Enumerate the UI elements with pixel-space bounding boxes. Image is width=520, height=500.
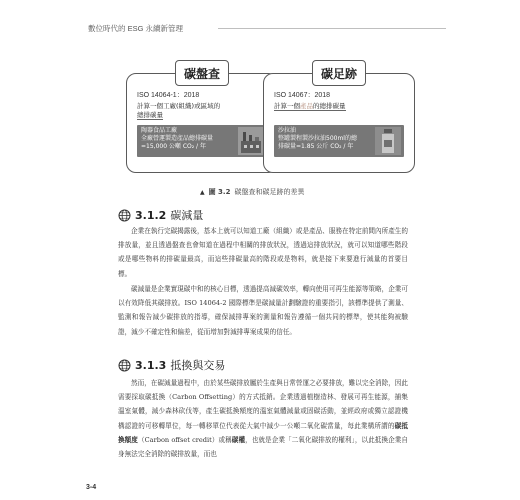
caption-triangle-icon: ▲: [200, 188, 205, 196]
figure-caption: [200, 187, 304, 197]
section-number: 3.1.2: [135, 208, 167, 222]
section-title: 抵換與交易: [170, 359, 226, 372]
carbon-right-term: 碳權: [231, 435, 246, 444]
offset-text-pre: 然而，在碳減量過程中，由於某些碳排放屬於生產與日常營運之必要排放，難以完全消除，因此需要採取碳抵換（Carbon Offsetting）的方式抵銷。企業透過植樹造林、發展可再生能源，捕集溫室氣體，減少森林砍伐等，產生碳抵換額度的溫室氣體減量或固碳活動，並經政府或獨立認證機構認證的可移轉單位，每一轉移單位代表從大氣中減少一公噸二氧化碳當量，每此業構所謂的: [118, 379, 408, 430]
carbon-footprint-desc-post: 的總排碳量: [313, 102, 346, 110]
oil-panel-line-3: 排碳量=1.85 公斤 CO₂ / 年: [278, 143, 354, 150]
paragraph-offset-trading: [118, 376, 408, 461]
section-title: 碳減量: [170, 209, 204, 222]
oil-panel: [274, 125, 404, 157]
section-number: 3.1.3: [135, 358, 167, 372]
factory-panel-line-3: =15,000 公噸 CO₂ / 年: [141, 143, 206, 150]
factory-icon: [238, 127, 264, 155]
running-header: 數位時代的 ESG 永續新管理: [88, 24, 184, 33]
carbon-footprint-standard: ISO 14067：2018: [274, 92, 331, 99]
header-rule: [218, 28, 446, 29]
carbon-footprint-desc: [274, 102, 384, 111]
carbon-inventory-desc-line-1: 計算一個工廠(組織)或區域的: [137, 102, 221, 110]
carbon-footprint-desc-highlight: 產品: [300, 102, 313, 110]
carbon-inventory-card: [126, 66, 278, 173]
globe-icon: [118, 209, 131, 222]
globe-icon: [118, 359, 131, 372]
paragraph-carbon-reduction-1: 企業在執行完碳揭露後，基本上就可以知道工廠（組織）或是產品、服務在特定前間內所產生的排放量，並且透過盤查也會知道在過程中相關的排放狀況，透過這排放狀況，就可以知道哪些階段或是哪些物料的排碳量最高，而這些排碳量高的階段或是物料，就是接下來要進行減量的首要目標。: [118, 227, 408, 278]
caption-text: 碳盤查和碳足跡的差異: [234, 188, 305, 196]
oil-panel-line-2: 整罐製程製沙拉油500ml的總: [278, 135, 357, 142]
factory-panel-line-2: 全廠營運製造產品總排碳量: [141, 135, 214, 142]
section-heading-3-1-2: [118, 207, 203, 223]
factory-panel-line-1: 陶器食品工廠: [141, 127, 178, 134]
offset-credit-term: 碳抵換額度: [118, 421, 408, 444]
carbon-inventory-desc-line-2: 總排碳量: [137, 111, 163, 119]
offset-text-post: ，也就是企業「二氧化碳排放的權利」，以此抵換企業自身無法完全消除的碳排放量，而也: [118, 435, 409, 459]
factory-panel: [137, 125, 267, 157]
oil-bottle-icon: [375, 127, 401, 155]
carbon-footprint-desc-pre: 計算一個: [274, 102, 300, 110]
paragraph-carbon-reduction-2: 碳減量是企業實現碳中和的核心目標，透過提高減碳效率，轉向使用可再生能源等策略，企業可以有效降低其碳排放。ISO 14064-2 國際標準是碳減量計劃驗證的重要指引，該標準提供了測量、監測和報告減少碳排放的指導，確保減排專案的測量和報告遵循一個共同的標準，使其能夠被驗證，減少不確定性和偏差，從而增加對減排專案成果的信任。: [118, 285, 408, 336]
carbon-inventory-desc: [137, 102, 247, 120]
oil-panel-line-1: 沙拉油: [278, 127, 297, 134]
carbon-footprint-title: 碳足跡: [312, 60, 366, 86]
offset-text-mid: （Carbon offset credit）或稱: [137, 435, 232, 444]
caption-label: 圖 3.2: [208, 188, 231, 196]
carbon-inventory-standard: ISO 14064-1：2018: [137, 92, 200, 99]
page-number: 3-4: [86, 484, 97, 491]
carbon-inventory-title: 碳盤查: [175, 60, 229, 86]
section-heading-3-1-3: [118, 357, 225, 373]
carbon-footprint-card: [263, 66, 415, 173]
